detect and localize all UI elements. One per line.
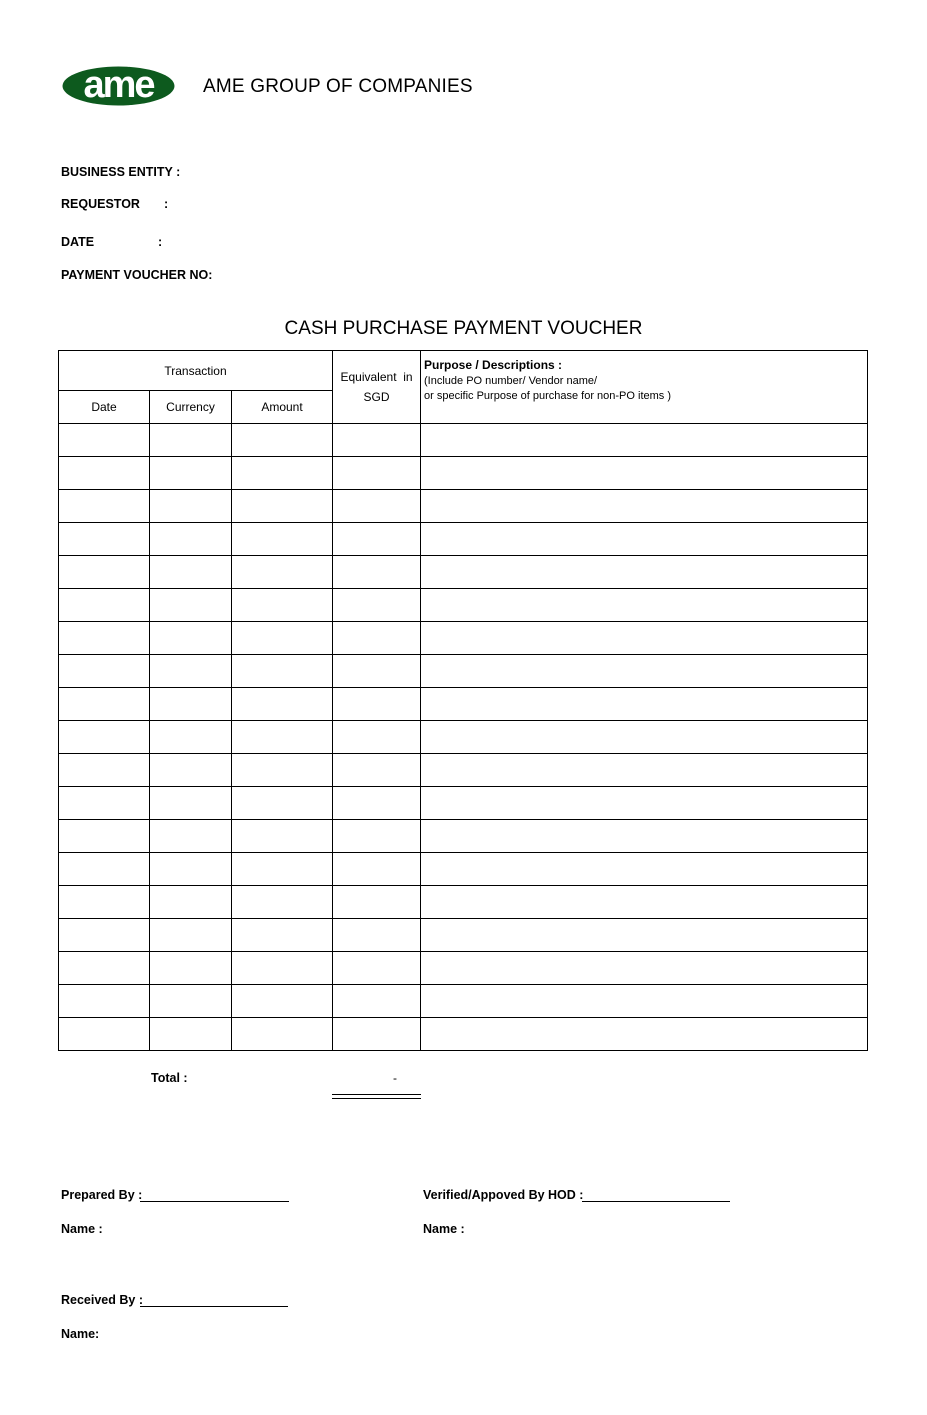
table-row bbox=[59, 721, 868, 754]
voucher-title: CASH PURCHASE PAYMENT VOUCHER bbox=[284, 318, 643, 339]
table-row bbox=[59, 589, 868, 622]
date-cell[interactable] bbox=[59, 886, 150, 919]
table-row bbox=[59, 853, 868, 886]
business-entity-label: BUSINESS ENTITY : bbox=[61, 165, 181, 179]
date-cell[interactable] bbox=[59, 556, 150, 589]
sgd-cell[interactable] bbox=[333, 853, 421, 886]
amount-cell[interactable] bbox=[232, 754, 333, 787]
amount-cell[interactable] bbox=[232, 556, 333, 589]
currency-cell[interactable] bbox=[150, 787, 232, 820]
date-cell[interactable] bbox=[59, 490, 150, 523]
purpose-cell[interactable] bbox=[421, 787, 868, 820]
date-cell[interactable] bbox=[59, 754, 150, 787]
sgd-cell[interactable] bbox=[333, 622, 421, 655]
currency-cell[interactable] bbox=[150, 853, 232, 886]
currency-cell[interactable] bbox=[150, 919, 232, 952]
date-cell[interactable] bbox=[59, 688, 150, 721]
table-row bbox=[59, 754, 868, 787]
header-row-1 bbox=[59, 351, 868, 391]
verified-by-signature-line[interactable] bbox=[582, 1201, 730, 1202]
purpose-cell[interactable] bbox=[421, 985, 868, 1018]
purpose-header bbox=[421, 351, 868, 424]
total-label: Total : bbox=[151, 1071, 188, 1085]
svg-text:ame: ame bbox=[83, 66, 154, 106]
purpose-cell[interactable] bbox=[421, 457, 868, 490]
total-double-underline-top bbox=[332, 1094, 421, 1095]
equivalent-line: Equivalent in bbox=[340, 370, 413, 384]
sgd-cell[interactable] bbox=[333, 556, 421, 589]
date-cell[interactable] bbox=[59, 787, 150, 820]
requestor-colon: : bbox=[164, 197, 169, 211]
sgd-cell[interactable] bbox=[333, 820, 421, 853]
transaction-header: Transaction bbox=[59, 351, 333, 391]
company-logo bbox=[62, 66, 175, 106]
purpose-cell[interactable] bbox=[421, 523, 868, 556]
currency-cell[interactable] bbox=[150, 457, 232, 490]
currency-cell[interactable] bbox=[150, 985, 232, 1018]
sgd-cell[interactable] bbox=[333, 424, 421, 457]
total-value: - bbox=[393, 1071, 397, 1085]
date-cell[interactable] bbox=[59, 424, 150, 457]
currency-cell[interactable] bbox=[150, 688, 232, 721]
purpose-cell[interactable] bbox=[421, 424, 868, 457]
verified-by-label: Verified/Appoved By HOD : bbox=[423, 1188, 584, 1202]
purpose-cell[interactable] bbox=[421, 490, 868, 523]
table-row bbox=[59, 1018, 868, 1051]
purpose-cell[interactable] bbox=[421, 556, 868, 589]
purpose-cell[interactable] bbox=[421, 853, 868, 886]
table-row bbox=[59, 655, 868, 688]
table-row bbox=[59, 457, 868, 490]
prepared-by-signature-line[interactable] bbox=[140, 1201, 289, 1202]
purpose-line-2: or specific Purpose of purchase for non-PO items ) bbox=[424, 390, 672, 402]
ame-logo-icon bbox=[62, 66, 175, 106]
currency-cell[interactable] bbox=[150, 589, 232, 622]
currency-cell[interactable] bbox=[150, 655, 232, 688]
purpose-cell[interactable] bbox=[421, 919, 868, 952]
sgd-cell[interactable] bbox=[333, 787, 421, 820]
requestor-text: REQUESTOR bbox=[61, 197, 140, 211]
sgd-cell[interactable] bbox=[333, 886, 421, 919]
prepared-by-label: Prepared By : bbox=[61, 1188, 143, 1202]
amount-cell[interactable] bbox=[232, 919, 333, 952]
purpose-title: Purpose / Descriptions : bbox=[424, 358, 563, 372]
sgd-cell[interactable] bbox=[333, 490, 421, 523]
purpose-cell[interactable] bbox=[421, 589, 868, 622]
amount-cell[interactable] bbox=[232, 886, 333, 919]
voucher-no-label: PAYMENT VOUCHER NO: bbox=[61, 268, 213, 282]
currency-cell[interactable] bbox=[150, 820, 232, 853]
currency-cell[interactable] bbox=[150, 523, 232, 556]
currency-cell[interactable] bbox=[150, 886, 232, 919]
date-cell[interactable] bbox=[59, 589, 150, 622]
amount-cell[interactable] bbox=[232, 1018, 333, 1051]
date-cell[interactable] bbox=[59, 985, 150, 1018]
table-row bbox=[59, 556, 868, 589]
sgd-cell[interactable] bbox=[333, 919, 421, 952]
date-cell[interactable] bbox=[59, 853, 150, 886]
sgd-cell[interactable] bbox=[333, 589, 421, 622]
table-row bbox=[59, 985, 868, 1018]
amount-cell[interactable] bbox=[232, 952, 333, 985]
sgd-cell[interactable] bbox=[333, 523, 421, 556]
prepared-name-label: Name : bbox=[61, 1222, 103, 1236]
currency-cell[interactable] bbox=[150, 952, 232, 985]
verified-name-label: Name : bbox=[423, 1222, 465, 1236]
table-row bbox=[59, 490, 868, 523]
date-cell[interactable] bbox=[59, 523, 150, 556]
date-label bbox=[61, 235, 163, 249]
amount-cell[interactable] bbox=[232, 688, 333, 721]
amount-cell[interactable] bbox=[232, 787, 333, 820]
total-double-underline-bottom bbox=[332, 1098, 421, 1099]
purpose-cell[interactable] bbox=[421, 820, 868, 853]
purpose-line-1: (Include PO number/ Vendor name/ bbox=[424, 375, 598, 387]
currency-column-header: Currency bbox=[150, 391, 232, 424]
table-row bbox=[59, 523, 868, 556]
sgd-cell[interactable] bbox=[333, 952, 421, 985]
purpose-cell[interactable] bbox=[421, 622, 868, 655]
currency-cell[interactable] bbox=[150, 622, 232, 655]
date-cell[interactable] bbox=[59, 457, 150, 490]
table-row bbox=[59, 886, 868, 919]
date-cell[interactable] bbox=[59, 820, 150, 853]
currency-cell[interactable] bbox=[150, 721, 232, 754]
currency-cell[interactable] bbox=[150, 1018, 232, 1051]
date-colon: : bbox=[158, 235, 163, 249]
sgd-cell[interactable] bbox=[333, 721, 421, 754]
amount-column-header: Amount bbox=[232, 391, 333, 424]
date-column-header: Date bbox=[59, 391, 150, 424]
purpose-cell[interactable] bbox=[421, 688, 868, 721]
table-row bbox=[59, 787, 868, 820]
amount-cell[interactable] bbox=[232, 589, 333, 622]
sgd-cell[interactable] bbox=[333, 655, 421, 688]
amount-cell[interactable] bbox=[232, 721, 333, 754]
table-row bbox=[59, 424, 868, 457]
currency-cell[interactable] bbox=[150, 490, 232, 523]
date-text: DATE bbox=[61, 235, 95, 249]
purpose-cell[interactable] bbox=[421, 655, 868, 688]
purpose-cell[interactable] bbox=[421, 886, 868, 919]
currency-cell[interactable] bbox=[150, 556, 232, 589]
date-cell[interactable] bbox=[59, 919, 150, 952]
date-cell[interactable] bbox=[59, 721, 150, 754]
sgd-cell[interactable] bbox=[333, 1018, 421, 1051]
sgd-cell[interactable] bbox=[333, 457, 421, 490]
amount-cell[interactable] bbox=[232, 820, 333, 853]
amount-cell[interactable] bbox=[232, 985, 333, 1018]
table-row bbox=[59, 820, 868, 853]
received-by-signature-line[interactable] bbox=[140, 1306, 288, 1307]
sgd-cell[interactable] bbox=[333, 688, 421, 721]
equivalent-header bbox=[333, 351, 421, 424]
received-name-label: Name: bbox=[61, 1327, 100, 1341]
amount-cell[interactable] bbox=[232, 655, 333, 688]
company-name: AME GROUP OF COMPANIES bbox=[203, 76, 473, 97]
requestor-label bbox=[61, 197, 169, 211]
amount-cell[interactable] bbox=[232, 523, 333, 556]
amount-cell[interactable] bbox=[232, 457, 333, 490]
amount-cell[interactable] bbox=[232, 490, 333, 523]
received-by-label: Received By : bbox=[61, 1293, 143, 1307]
date-cell[interactable] bbox=[59, 952, 150, 985]
date-cell[interactable] bbox=[59, 1018, 150, 1051]
amount-cell[interactable] bbox=[232, 853, 333, 886]
purpose-cell[interactable] bbox=[421, 754, 868, 787]
date-cell[interactable] bbox=[59, 655, 150, 688]
currency-cell[interactable] bbox=[150, 754, 232, 787]
table-row bbox=[59, 952, 868, 985]
amount-cell[interactable] bbox=[232, 424, 333, 457]
date-cell[interactable] bbox=[59, 622, 150, 655]
currency-cell[interactable] bbox=[150, 424, 232, 457]
sgd-cell[interactable] bbox=[333, 754, 421, 787]
purpose-cell[interactable] bbox=[421, 952, 868, 985]
table-row bbox=[59, 688, 868, 721]
voucher-table bbox=[58, 350, 868, 1051]
sgd-cell[interactable] bbox=[333, 985, 421, 1018]
purpose-cell[interactable] bbox=[421, 1018, 868, 1051]
amount-cell[interactable] bbox=[232, 622, 333, 655]
table-row bbox=[59, 919, 868, 952]
table-row bbox=[59, 622, 868, 655]
purpose-cell[interactable] bbox=[421, 721, 868, 754]
sgd-line: SGD bbox=[363, 390, 390, 404]
